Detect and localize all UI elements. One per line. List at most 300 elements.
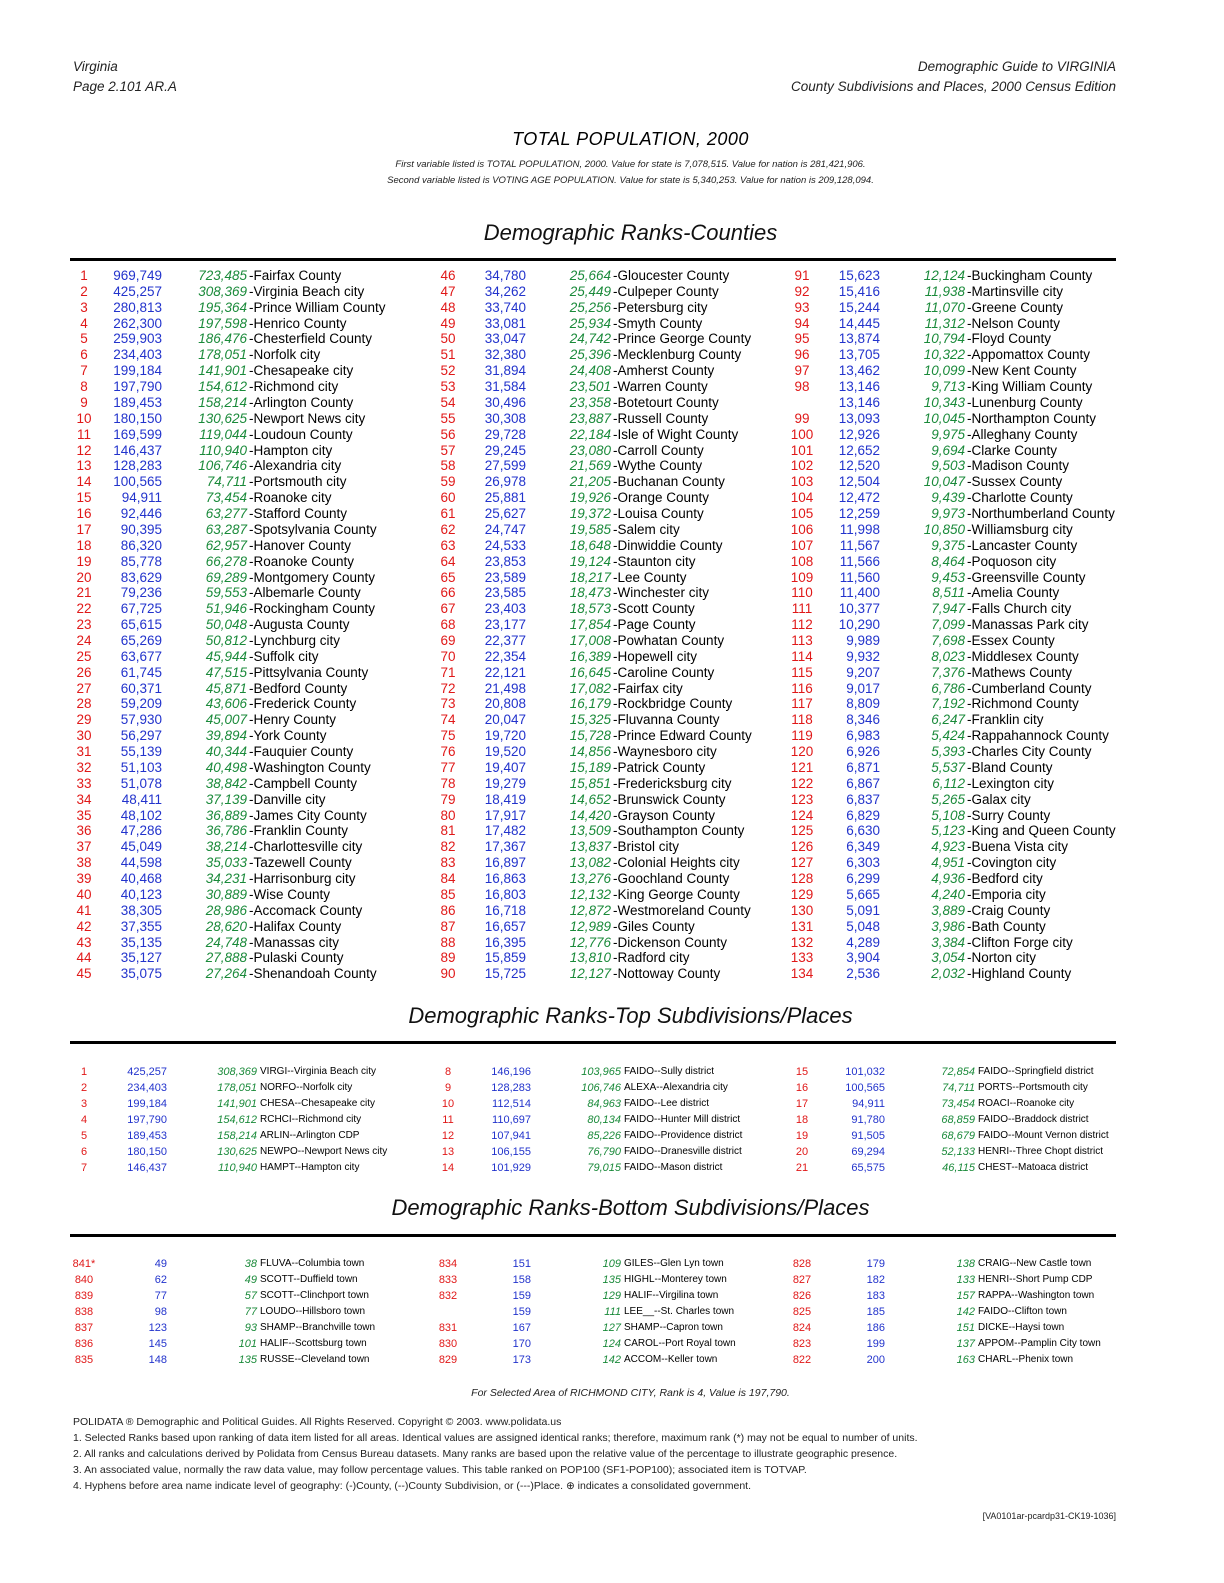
voting-age-value: 197,598 — [198, 315, 247, 331]
area-name: -Warren County — [613, 379, 708, 395]
area-name: -King George County — [613, 886, 740, 902]
rank-number: 826 — [792, 1290, 812, 1302]
population-value: 151 — [512, 1258, 531, 1270]
rank-number: 73 — [440, 696, 456, 712]
population-value: 189,453 — [127, 1130, 167, 1142]
area-name: -Bath County — [967, 918, 1046, 934]
rank-number: 20 — [76, 569, 92, 585]
rank-number: 1 — [80, 1066, 88, 1078]
area-name: -Middlesex County — [967, 648, 1079, 664]
rank-number: 8 — [80, 379, 88, 395]
voting-age-value: 138 — [956, 1258, 975, 1270]
rank-number: 41 — [76, 902, 92, 918]
rank-number: 832 — [438, 1290, 458, 1302]
voting-age-value: 6,112 — [932, 775, 965, 791]
rank-number: 28 — [76, 696, 92, 712]
area-name: -Clarke County — [967, 442, 1058, 458]
area-name: -Cumberland County — [967, 680, 1092, 696]
rank-number: 823 — [792, 1338, 812, 1350]
rank-number: 89 — [440, 950, 456, 966]
rank-number: 79 — [440, 791, 456, 807]
population-value: 33,047 — [484, 331, 526, 347]
population-value: 11,566 — [839, 553, 880, 569]
voting-age-value: 17,854 — [569, 617, 611, 633]
population-value: 19,720 — [484, 728, 526, 744]
rank-number: 55 — [440, 410, 456, 426]
population-value: 15,859 — [484, 950, 526, 966]
rank-number: 44 — [76, 950, 92, 966]
area-name: HENRI--Three Chopt district — [978, 1146, 1104, 1157]
population-value: 90,395 — [120, 521, 162, 537]
rank-number: 72 — [440, 680, 456, 696]
population-value: 12,504 — [838, 474, 880, 490]
area-name: -Culpeper County — [613, 283, 719, 299]
population-value: 48,411 — [121, 791, 162, 807]
area-name: -Newport News city — [249, 410, 366, 426]
rank-number: 54 — [440, 394, 456, 410]
voting-age-value: 142 — [956, 1306, 975, 1318]
voting-age-value: 23,887 — [569, 410, 611, 426]
area-name: CHEST--Matoaca district — [978, 1162, 1089, 1173]
voting-age-value: 10,322 — [923, 347, 965, 363]
rank-number: 30 — [76, 728, 92, 744]
voting-age-value: 101 — [238, 1338, 257, 1350]
voting-age-value: 4,240 — [931, 886, 965, 902]
area-name: -Charles City County — [967, 744, 1092, 760]
area-name: FAIDO--Hunter Mill district — [624, 1114, 741, 1125]
footnote-1: 1. Selected Ranks based upon ranking of data item listed for all areas. Identical values are assigned identical ranks; therefore, maximum rank (*) may not be equal to number of units. — [73, 1432, 918, 1444]
population-value: 98 — [154, 1306, 167, 1318]
voting-age-value: 12,872 — [569, 902, 611, 918]
voting-age-value: 9,973 — [931, 506, 965, 522]
area-name: -Norton city — [967, 950, 1037, 966]
population-value: 22,377 — [484, 633, 526, 648]
voting-age-value: 9,694 — [931, 442, 965, 458]
voting-age-value: 50,048 — [205, 617, 247, 633]
voting-age-value: 38 — [244, 1258, 257, 1270]
rank-number: 12 — [76, 442, 92, 458]
area-name: -Lexington city — [967, 775, 1055, 791]
area-name: -Northumberland County — [967, 506, 1115, 522]
population-value: 106,155 — [491, 1146, 531, 1158]
area-name: SCOTT--Clinchport town — [260, 1290, 369, 1301]
voting-age-value: 178,051 — [198, 347, 247, 363]
subtitle-second-variable: Second variable listed is VOTING AGE POPULATION. Value for state is 5,340,253. Value for nation is 209,128,094. — [387, 175, 874, 186]
area-name: -Henry County — [249, 712, 337, 728]
voting-age-value: 9,453 — [931, 569, 965, 585]
voting-age-value: 130,625 — [217, 1146, 257, 1158]
area-name: -Brunswick County — [613, 791, 726, 807]
population-value: 77 — [154, 1290, 167, 1302]
population-value: 200 — [866, 1354, 885, 1366]
voting-age-value: 12,132 — [569, 886, 611, 902]
voting-age-value: 163 — [956, 1354, 975, 1366]
rank-number: 6 — [80, 347, 88, 363]
voting-age-value: 9,713 — [931, 379, 965, 395]
voting-age-value: 12,989 — [569, 918, 611, 934]
voting-age-value: 10,099 — [923, 363, 965, 379]
voting-age-value: 43,606 — [205, 696, 247, 712]
area-name: -Carroll County — [613, 442, 704, 458]
population-value: 259,903 — [113, 331, 162, 347]
voting-age-value: 45,944 — [205, 648, 247, 664]
population-value: 24,747 — [484, 521, 526, 537]
rank-number: 119 — [791, 728, 813, 744]
area-name: -Greene County — [967, 299, 1064, 315]
population-value: 123 — [148, 1322, 167, 1334]
area-name: -Petersburg city — [613, 299, 708, 315]
voting-age-value: 27,888 — [205, 950, 247, 966]
voting-age-value: 130,625 — [198, 410, 247, 426]
area-name: -Orange County — [613, 490, 710, 506]
area-name: DICKE--Haysi town — [978, 1322, 1065, 1333]
voting-age-value: 10,794 — [923, 331, 965, 347]
rank-number: 87 — [440, 918, 456, 934]
voting-age-value: 73,454 — [941, 1098, 975, 1110]
rank-number: 84 — [440, 871, 456, 887]
voting-age-value: 25,396 — [569, 347, 611, 363]
area-name: -King William County — [967, 379, 1093, 395]
area-name: FAIDO--Dranesville district — [624, 1146, 742, 1157]
voting-age-value: 24,408 — [569, 363, 611, 379]
rank-number: 49 — [440, 315, 456, 331]
population-value: 30,496 — [484, 394, 526, 410]
voting-age-value: 103,965 — [581, 1066, 621, 1078]
voting-age-value: 25,449 — [569, 283, 611, 299]
rank-number: 126 — [790, 839, 814, 855]
population-value: 27,599 — [484, 458, 526, 474]
rank-number: 39 — [76, 871, 92, 887]
voting-age-value: 36,889 — [205, 807, 247, 823]
area-name: FAIDO--Providence district — [624, 1130, 743, 1141]
voting-age-value: 69,289 — [205, 569, 247, 585]
population-value: 11,560 — [839, 569, 880, 585]
area-name: -Colonial Heights city — [613, 855, 740, 871]
population-value: 8,346 — [846, 712, 880, 728]
rank-number: 77 — [440, 759, 456, 775]
area-name: -Hampton city — [249, 442, 333, 458]
population-value: 12,472 — [838, 490, 880, 506]
rank-number: 125 — [790, 823, 814, 839]
voting-age-value: 63,277 — [205, 506, 247, 522]
area-name: CRAIG--New Castle town — [978, 1258, 1092, 1269]
rank-number: 840 — [74, 1274, 94, 1286]
rank-number: 31 — [76, 744, 92, 760]
area-name: -Fauquier County — [249, 744, 354, 760]
area-name: -Charlotte County — [967, 490, 1073, 506]
population-value: 94,911 — [852, 1098, 885, 1110]
rank-number: 1 — [80, 268, 88, 283]
population-value: 185 — [866, 1306, 885, 1318]
voting-age-value: 16,645 — [569, 664, 611, 680]
voting-age-value: 28,986 — [205, 902, 247, 918]
population-value: 11,400 — [839, 585, 880, 601]
population-value: 44,598 — [120, 855, 162, 871]
population-value: 146,437 — [127, 1162, 167, 1174]
rank-number: 22 — [76, 601, 92, 617]
population-value: 51,078 — [120, 775, 162, 791]
rank-number: 106 — [790, 521, 814, 537]
voting-age-value: 45,871 — [205, 680, 247, 696]
rank-number: 112 — [791, 617, 813, 633]
rank-number: 120 — [790, 744, 814, 760]
population-value: 23,853 — [484, 553, 526, 569]
area-name: -Radford city — [613, 950, 690, 966]
rank-number: 36 — [76, 823, 92, 839]
voting-age-value: 22,184 — [569, 426, 611, 442]
rank-number: 58 — [440, 458, 456, 474]
population-value: 6,871 — [846, 759, 880, 775]
area-name: FAIDO--Mason district — [624, 1162, 723, 1173]
population-value: 33,081 — [484, 315, 526, 331]
rank-number: 109 — [790, 569, 814, 585]
rank-number: 59 — [440, 474, 456, 490]
population-value: 100,565 — [845, 1082, 885, 1094]
area-name: FAIDO--Springfield district — [978, 1066, 1094, 1077]
area-name: FAIDO--Mount Vernon district — [978, 1130, 1109, 1141]
rank-number: 5 — [80, 1130, 88, 1142]
rank-number: 18 — [76, 537, 92, 553]
population-value: 92,446 — [120, 506, 162, 522]
counties-rule — [70, 258, 1116, 261]
rank-number: 75 — [440, 728, 456, 744]
selected-area-note: For Selected Area of RICHMOND CITY, Rank is 4, Value is 197,790. — [471, 1387, 790, 1399]
voting-age-value: 3,054 — [931, 950, 965, 966]
rank-number: 24 — [76, 633, 92, 648]
population-value: 23,585 — [484, 585, 526, 601]
population-value: 425,257 — [127, 1066, 167, 1078]
area-name: -York County — [249, 728, 327, 744]
voting-age-value: 15,728 — [569, 728, 611, 744]
rank-number: 2 — [80, 283, 88, 299]
voting-age-value: 79,015 — [587, 1162, 621, 1174]
voting-age-value: 25,934 — [569, 315, 611, 331]
voting-age-value: 15,851 — [569, 775, 611, 791]
voting-age-value: 124 — [602, 1338, 621, 1350]
voting-age-value: 46,115 — [942, 1162, 975, 1174]
voting-age-value: 142 — [602, 1354, 621, 1366]
population-value: 146,437 — [113, 442, 162, 458]
population-value: 280,813 — [113, 299, 162, 315]
area-name: -Fredericksburg city — [613, 775, 732, 791]
voting-age-value: 13,810 — [569, 950, 611, 966]
area-name: -Pittsylvania County — [249, 664, 369, 680]
rank-number: 833 — [438, 1274, 458, 1286]
area-name: GILES--Glen Lyn town — [624, 1258, 724, 1269]
voting-age-value: 19,372 — [569, 506, 611, 522]
population-value: 18,419 — [484, 791, 526, 807]
area-name: -Halifax County — [249, 918, 342, 934]
rank-number: 37 — [76, 839, 92, 855]
rank-number: 118 — [791, 712, 813, 728]
area-name: CHARL--Phenix town — [978, 1354, 1074, 1365]
area-name: -Amherst County — [613, 363, 715, 379]
area-name: FAIDO--Sully district — [624, 1066, 715, 1077]
voting-age-value: 50,812 — [205, 633, 247, 648]
population-value: 29,245 — [484, 442, 526, 458]
area-name: -Williamsburg city — [967, 521, 1073, 537]
area-name: -Alexandria city — [249, 458, 342, 474]
area-name: -Floyd County — [967, 331, 1052, 347]
area-name: -Galax city — [967, 791, 1031, 807]
area-name: -Martinsville city — [967, 283, 1064, 299]
area-name: -Northampton County — [967, 410, 1097, 426]
rank-number: 52 — [440, 363, 456, 379]
copyright-line: POLIDATA ® Demographic and Political Guides. All Rights Reserved. Copyright © 2003. www.polidata.us — [73, 1416, 562, 1428]
population-value: 9,989 — [846, 633, 880, 648]
voting-age-value: 63,287 — [205, 521, 247, 537]
population-value: 159 — [512, 1290, 531, 1302]
rank-number: 5 — [80, 331, 88, 347]
area-name: -Bedford County — [249, 680, 348, 696]
area-name: -Richmond County — [967, 696, 1079, 712]
area-name: -Staunton city — [613, 553, 696, 569]
voting-age-value: 135 — [238, 1354, 257, 1366]
area-name: -Louisa County — [613, 506, 704, 522]
rank-number: 131 — [790, 918, 814, 934]
area-name: -Sussex County — [967, 474, 1063, 490]
page-header-left — [73, 57, 177, 97]
rank-number: 71 — [440, 664, 456, 680]
area-name: -New Kent County — [967, 363, 1077, 379]
voting-age-value: 4,951 — [931, 855, 965, 871]
voting-age-value: 74,711 — [942, 1082, 975, 1094]
area-name: -Hopewell city — [613, 648, 698, 664]
rank-number: 67 — [440, 601, 456, 617]
voting-age-value: 13,276 — [569, 871, 611, 887]
population-value: 17,367 — [484, 839, 526, 855]
rank-number: 81 — [440, 823, 456, 839]
voting-age-value: 5,393 — [931, 744, 965, 760]
footnote-3: 3. An associated value, normally the raw data value, may follow percentage values. This table ranked on POP100 (SF1-POP100); associated item is TOTVAP. — [73, 1464, 807, 1476]
rank-number: 51 — [440, 347, 456, 363]
population-value: 9,207 — [846, 664, 880, 680]
population-value: 15,416 — [838, 283, 880, 299]
rank-number: 26 — [76, 664, 92, 680]
rank-number: 18 — [795, 1114, 809, 1126]
population-value: 6,829 — [846, 807, 880, 823]
area-name: -Wythe County — [613, 458, 703, 474]
voting-age-value: 109 — [602, 1258, 621, 1270]
area-name: -Buena Vista city — [967, 839, 1069, 855]
area-name: -Roanoke County — [249, 553, 355, 569]
area-name: APPOM--Pamplin City town — [978, 1338, 1101, 1349]
population-value: 234,403 — [113, 347, 162, 363]
voting-age-value: 158,214 — [198, 394, 247, 410]
rank-number: 824 — [792, 1322, 812, 1334]
rank-number: 129 — [790, 886, 814, 902]
area-name: -Manassas Park city — [967, 617, 1089, 633]
rank-number: 34 — [76, 791, 92, 807]
voting-age-value: 3,986 — [931, 918, 965, 934]
voting-age-value: 16,179 — [569, 696, 611, 712]
document-code: [VA0101ar-pcardp31-CK19-1036] — [982, 1511, 1116, 1521]
area-name: -Prince George County — [613, 331, 752, 347]
population-value: 186 — [866, 1322, 885, 1334]
rank-number: 9 — [444, 1082, 452, 1094]
population-value: 6,349 — [846, 839, 880, 855]
population-value: 86,320 — [120, 537, 162, 553]
rank-number: 822 — [792, 1354, 812, 1366]
voting-age-value: 73,454 — [205, 490, 247, 506]
voting-age-value: 21,205 — [569, 474, 611, 490]
rank-number: 13 — [441, 1146, 455, 1158]
population-value: 6,299 — [846, 871, 880, 887]
voting-age-value: 85,226 — [587, 1130, 621, 1142]
rank-number: 825 — [792, 1306, 812, 1318]
population-value: 38,305 — [120, 902, 162, 918]
voting-age-value: 23,358 — [569, 394, 611, 410]
rank-number: 101 — [790, 442, 814, 458]
population-value: 14,445 — [838, 315, 880, 331]
area-name: -Alleghany County — [967, 426, 1078, 442]
area-name: LOUDO--Hillsboro town — [260, 1306, 366, 1317]
population-value: 29,728 — [484, 426, 526, 442]
area-name: NORFO--Norfolk city — [260, 1082, 353, 1093]
population-value: 146,196 — [491, 1066, 531, 1078]
population-value: 35,135 — [120, 934, 162, 950]
population-value: 199,184 — [127, 1098, 167, 1110]
rank-number: 123 — [790, 791, 814, 807]
rank-number: 130 — [790, 902, 814, 918]
rank-number: 11 — [76, 426, 91, 442]
voting-age-value: 110,940 — [218, 1162, 257, 1174]
rank-number: 102 — [790, 458, 814, 474]
population-value: 13,093 — [838, 410, 880, 426]
area-name: HALIF--Virgilina town — [624, 1290, 719, 1301]
voting-age-value: 25,664 — [569, 268, 611, 283]
rank-number: 110 — [791, 585, 813, 601]
top-places-section-title: Demographic Ranks-Top Subdivisions/Places — [408, 1003, 853, 1028]
area-name: NEWPO--Newport News city — [260, 1146, 388, 1157]
area-name: -Charlottesville city — [249, 839, 363, 855]
area-name: HALIF--Scottsburg town — [260, 1338, 367, 1349]
area-name: HAMPT--Hampton city — [260, 1162, 360, 1173]
area-name: -Salem city — [613, 521, 680, 537]
rank-number: 10 — [441, 1098, 455, 1110]
voting-age-value: 5,265 — [931, 791, 965, 807]
voting-age-value: 68,859 — [941, 1114, 975, 1126]
voting-age-value: 36,786 — [205, 823, 247, 839]
population-value: 31,584 — [484, 379, 526, 395]
population-value: 11,998 — [839, 521, 880, 537]
population-value: 6,630 — [846, 823, 880, 839]
voting-age-value: 10,047 — [923, 474, 965, 490]
population-value: 17,482 — [484, 823, 526, 839]
rank-number: 27 — [76, 680, 92, 696]
area-name: -Bedford city — [967, 871, 1043, 887]
population-value: 179 — [866, 1258, 885, 1270]
rank-number: 17 — [795, 1098, 809, 1110]
voting-age-value: 5,123 — [931, 823, 965, 839]
page-header-right — [791, 57, 1116, 97]
voting-age-value: 7,376 — [931, 664, 965, 680]
rank-number: 62 — [440, 521, 456, 537]
area-name: FLUVA--Columbia town — [260, 1258, 365, 1269]
population-value: 107,941 — [491, 1130, 531, 1142]
area-name: SHAMP--Branchville town — [260, 1322, 376, 1333]
population-value: 158 — [512, 1274, 531, 1286]
area-name: ARLIN--Arlington CDP — [260, 1130, 360, 1141]
rank-number: 132 — [790, 934, 814, 950]
area-name: -Lee County — [613, 569, 687, 585]
area-name: -Rockbridge County — [613, 696, 733, 712]
population-value: 51,103 — [120, 759, 162, 775]
rank-number: 40 — [76, 886, 92, 902]
rank-number: 835 — [74, 1354, 94, 1366]
voting-age-value: 30,889 — [205, 886, 247, 902]
rank-number: 3 — [80, 299, 88, 315]
